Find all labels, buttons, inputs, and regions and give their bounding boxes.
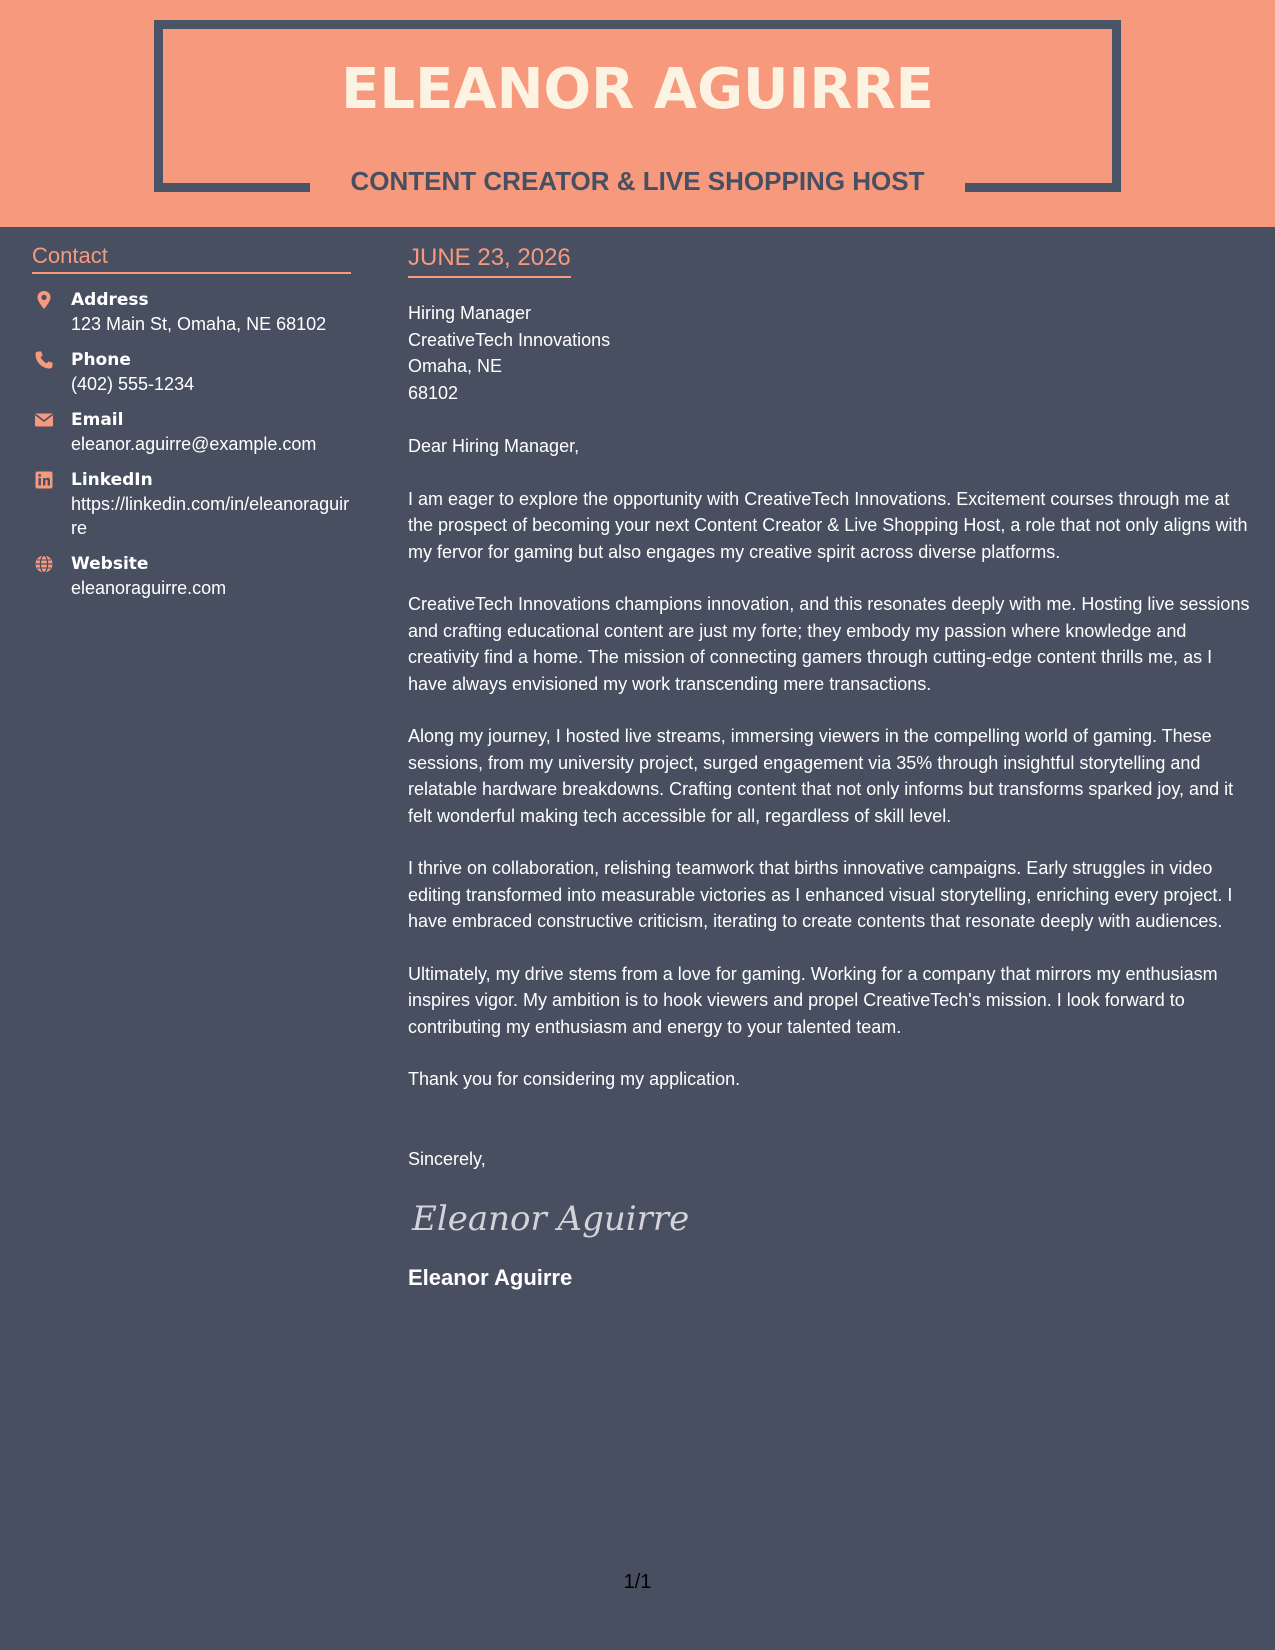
map-pin-icon xyxy=(34,290,54,310)
contact-label: Website xyxy=(71,554,149,575)
contact-item-address xyxy=(32,288,351,336)
recipient-block xyxy=(408,300,1253,406)
header-frame-left xyxy=(154,20,163,192)
contact-item-phone xyxy=(32,348,351,396)
page-number: 1/1 xyxy=(623,1571,652,1593)
salutation: Dear Hiring Manager, xyxy=(408,436,580,457)
contact-label: Phone xyxy=(71,350,131,371)
body-paragraph: I am eager to explore the opportunity with CreativeTech Innovations. Excitement courses through me at the prospect of becoming your next Content Creator & Live Shopping Host, a role that not only aligns with my fervor for gaming but also engages my creative spirit across diverse platforms. xyxy=(408,488,1248,562)
header-frame-bottom-right xyxy=(965,183,1121,192)
contact-list xyxy=(32,288,351,600)
contact-sidebar xyxy=(32,244,351,612)
letter-date: JUNE 23, 2026 xyxy=(408,245,571,278)
applicant-name: ELEANOR AGUIRRE xyxy=(341,57,934,122)
handwritten-signature xyxy=(408,1186,708,1250)
contact-label: LinkedIn xyxy=(71,470,153,491)
linkedin-icon xyxy=(34,470,54,490)
header-frame-top xyxy=(154,20,1121,29)
body-paragraph: Ultimately, my drive stems from a love for gaming. Working for a company that mirrors my enthusiasm inspires vigor. My ambition is to hook viewers and propel CreativeTech's mission. I look forward to contributing my enthusiasm and energy to your talented team. xyxy=(408,963,1218,1037)
recipient-line: CreativeTech Innovations xyxy=(408,329,611,350)
contact-label: Email xyxy=(71,410,124,431)
header-banner xyxy=(0,0,1275,227)
contact-heading: Contact xyxy=(32,244,351,274)
contact-item-website xyxy=(32,552,351,600)
header-frame-right xyxy=(1112,20,1121,192)
signed-name: Eleanor Aguirre xyxy=(408,1265,573,1291)
email-value[interactable]: eleanor.aguirre@example.com xyxy=(71,434,317,455)
recipient-line: 68102 xyxy=(408,382,459,403)
svg-text:Eleanor Aguirre: Eleanor Aguirre xyxy=(412,1199,690,1240)
linkedin-value[interactable]: https://linkedin.com/in/eleanoraguirre xyxy=(71,494,350,539)
envelope-icon xyxy=(34,410,54,430)
address-value: 123 Main St, Omaha, NE 68102 xyxy=(71,314,327,335)
contact-item-linkedin xyxy=(32,468,351,540)
recipient-line: Omaha, NE xyxy=(408,356,503,377)
contact-label: Address xyxy=(71,290,149,311)
body-paragraph: Thank you for considering my application. xyxy=(408,1069,741,1090)
globe-icon xyxy=(34,554,54,574)
phone-icon xyxy=(34,350,54,370)
body-paragraph: I thrive on collaboration, relishing teamwork that births innovative campaigns. Early struggles in video editing transformed into measurable victories as I enhanced visual storytelling, enriching every project. I have embraced constructive criticism, iterating to create contents that resonate deeply with audiences. xyxy=(408,858,1233,932)
closing: Sincerely, xyxy=(408,1148,486,1169)
job-title: CONTENT CREATOR & LIVE SHOPPING HOST xyxy=(350,166,925,196)
contact-item-email xyxy=(32,408,351,456)
phone-value: (402) 555-1234 xyxy=(71,374,195,395)
body-paragraph: CreativeTech Innovations champions innovation, and this resonates deeply with me. Hosting live sessions and crafting educational content are just my forte; they embody my passion where knowledge and creativity find a home. The mission of connecting gamers through cutting-edge content thrills me, as I have always envisioned my work transcending mere transactions. xyxy=(408,594,1250,694)
body-paragraph: Along my journey, I hosted live streams, immersing viewers in the compelling world of gaming. These sessions, from my university project, surged engagement via 35% through insightful storytelling and relatable hardware breakdowns. Crafting content that not only informs but transforms sparked joy, and it felt wonderful making tech accessible for all, regardless of skill level. xyxy=(408,726,1234,826)
recipient-line: Hiring Manager xyxy=(408,303,532,324)
website-value[interactable]: eleanoraguirre.com xyxy=(71,578,227,599)
header-frame-bottom-left xyxy=(154,183,310,192)
letter-body xyxy=(408,245,1253,1292)
